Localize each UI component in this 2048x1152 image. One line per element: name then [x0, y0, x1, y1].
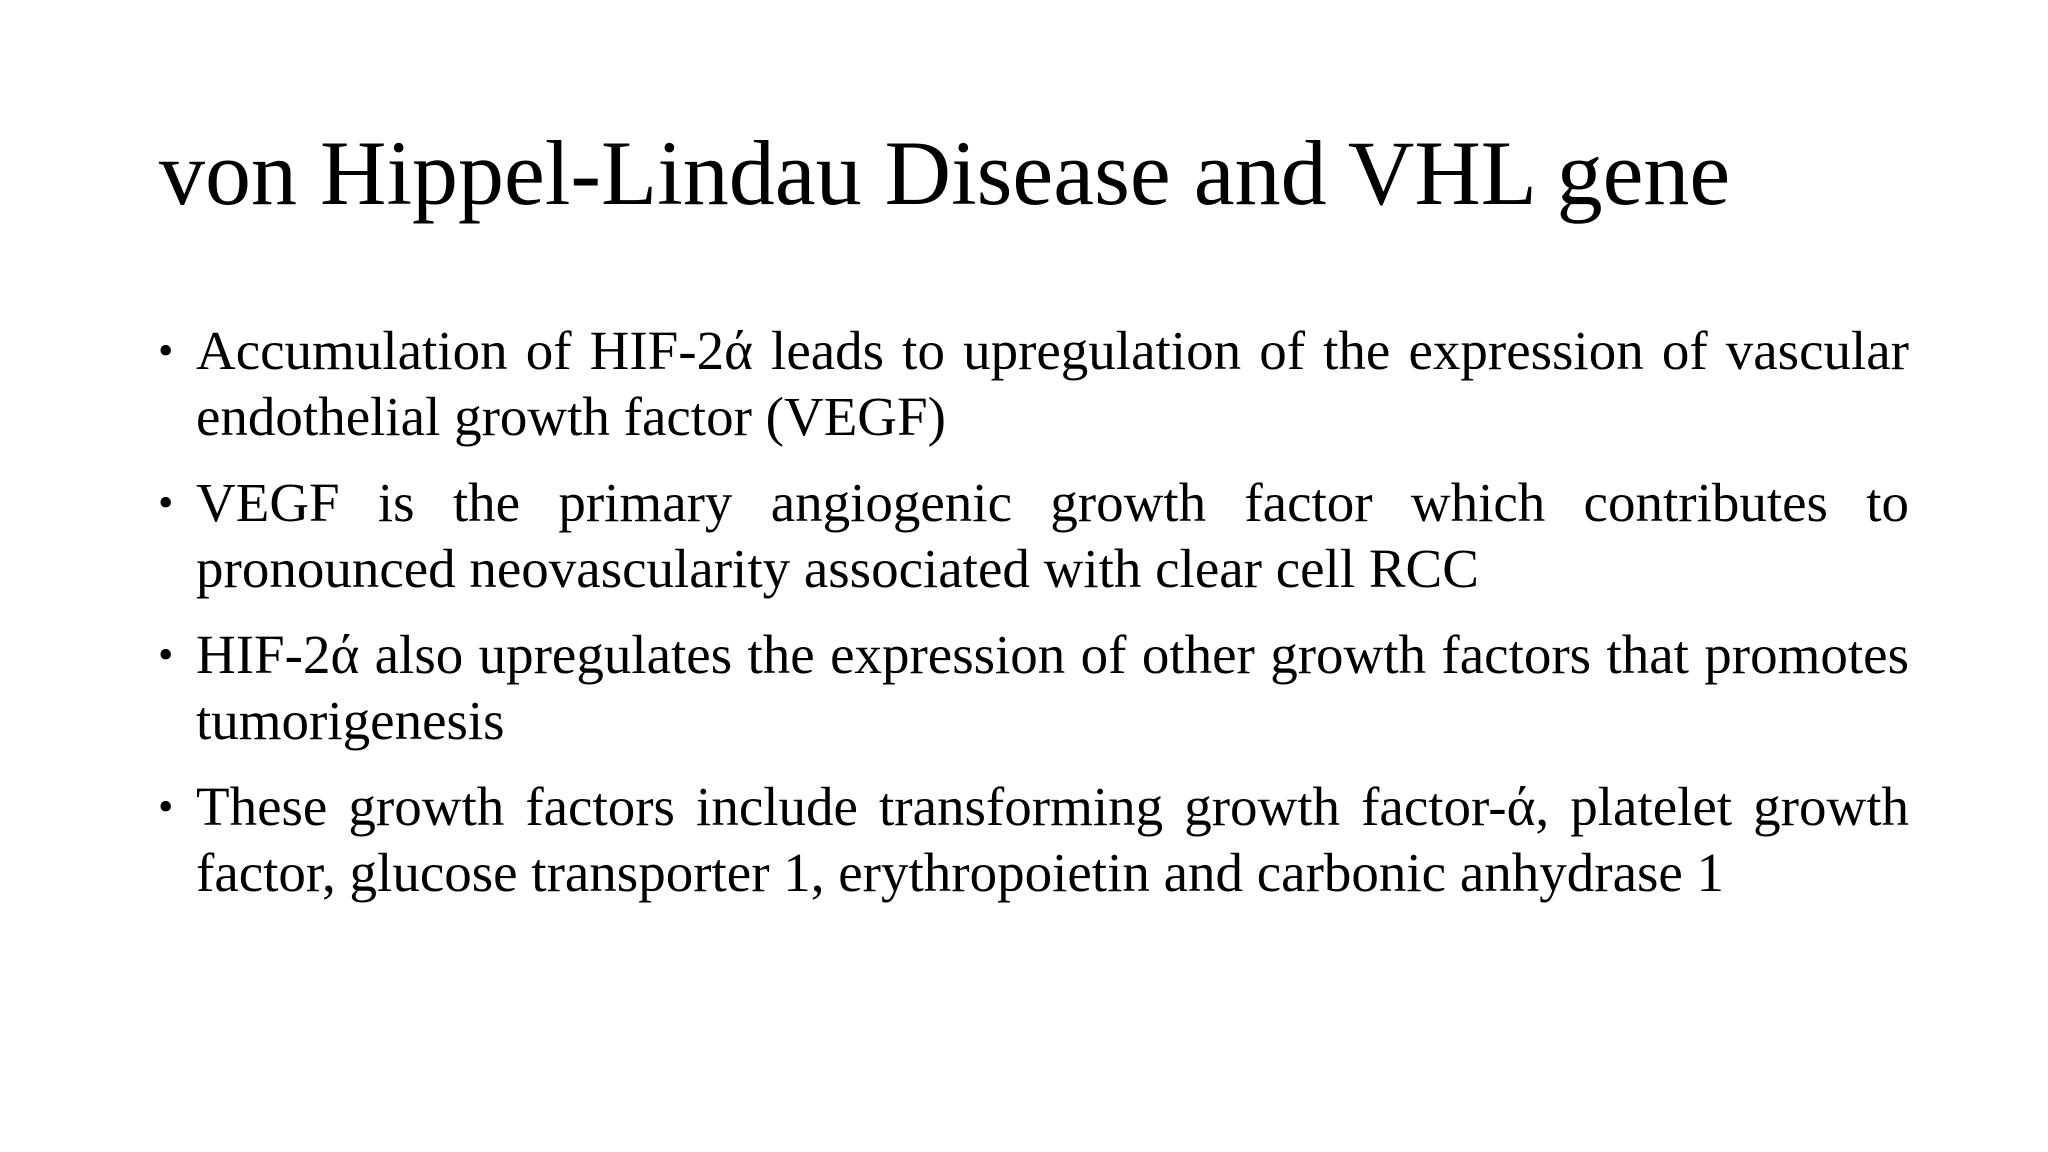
bullet-item — [158, 774, 1909, 906]
bullet-text: Accumulation of HIF-2ά leads to upregulation of the expression of vascular endothelial growth factor (VEGF) — [196, 320, 1909, 447]
bullet-item — [158, 318, 1909, 450]
bullet-icon: • — [158, 782, 174, 831]
bullet-icon: • — [158, 630, 174, 679]
slide-title: von Hippel-Lindau Disease and VHL gene — [159, 122, 1731, 224]
bullet-icon: • — [158, 326, 174, 375]
bullet-text: VEGF is the primary angiogenic growth factor which contributes to pronounced neovascularity associated with clear cell RCC — [196, 472, 1909, 599]
bullet-text: HIF-2ά also upregulates the expression of other growth factors that promotes tumorigenesis — [196, 624, 1909, 751]
bullet-text: These growth factors include transforming growth factor-ά, platelet growth factor, glucose transporter 1, erythropoietin and carbonic anhydrase 1 — [196, 776, 1909, 903]
bullet-item — [158, 622, 1909, 754]
bullet-list — [158, 318, 1909, 926]
bullet-item — [158, 470, 1909, 602]
bullet-icon: • — [158, 478, 174, 527]
